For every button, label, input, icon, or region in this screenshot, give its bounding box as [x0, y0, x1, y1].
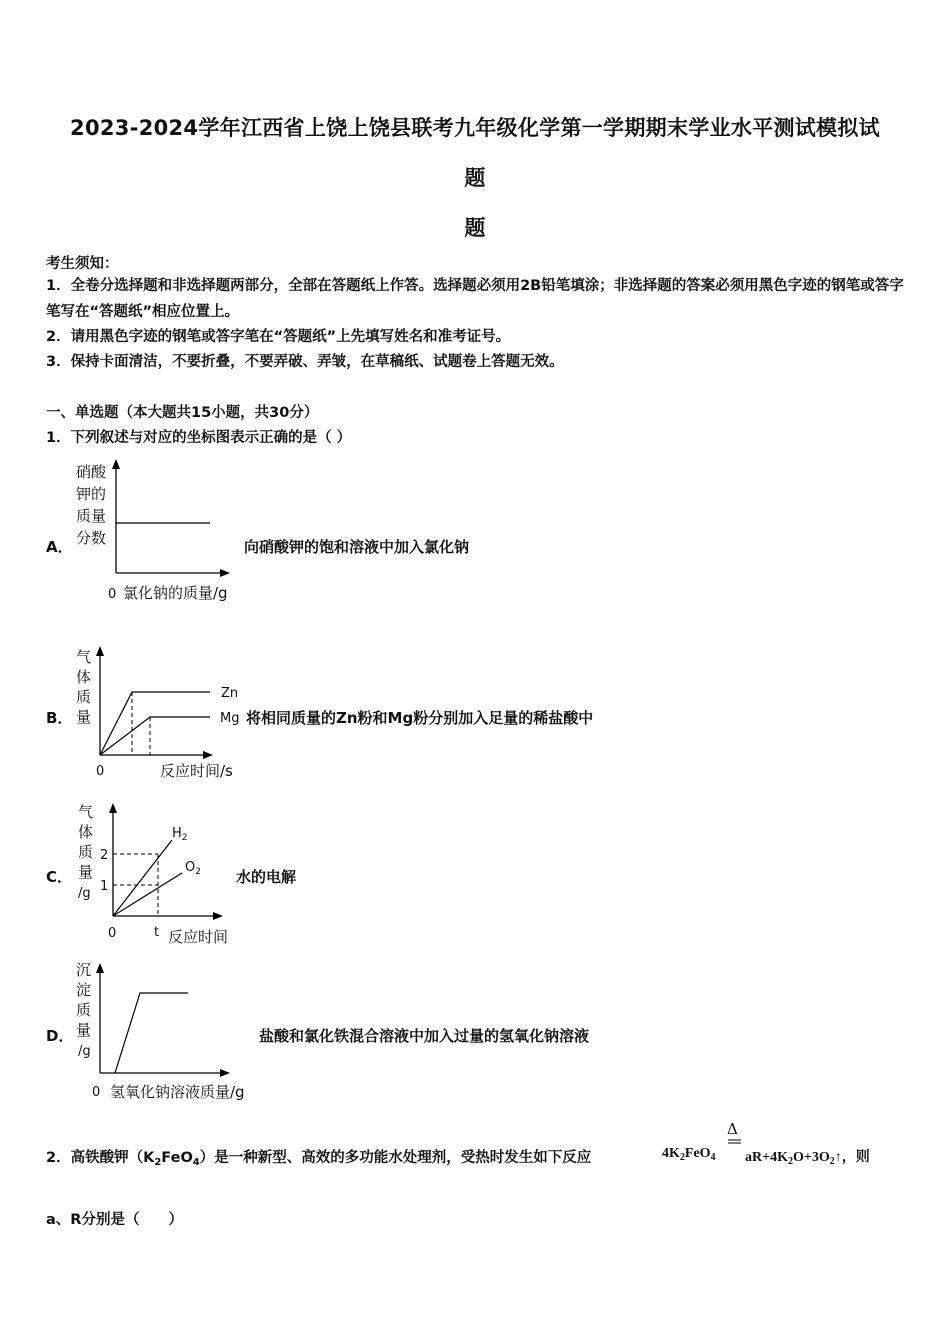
notice-heading: 考生须知：	[46, 256, 119, 272]
series-h2-label	[172, 826, 188, 843]
notice-item-2: 2．请用黑色字迹的钢笔或答字笔在“答题纸”上先填写姓名和准考证号。	[46, 329, 511, 345]
series-h2-symbol: H	[172, 826, 182, 841]
x-axis-label: 氢氧化钠溶液质量/g	[110, 1083, 245, 1101]
y-label-unit: /g	[78, 1044, 91, 1059]
series-zn-label: Zn	[221, 686, 239, 701]
y-label-line-2: 淀	[76, 981, 92, 999]
reaction-right-side	[745, 1146, 870, 1167]
eq-left-part-b: FeO	[684, 1146, 711, 1161]
reaction-left-side	[662, 1146, 716, 1163]
option-d-description: 盐酸和氯化铁混合溶液中加入过量的氢氧化钠溶液	[259, 1027, 590, 1045]
eq-left-subscript-2: 2	[679, 1152, 685, 1163]
eq-right-part-b: O+3O	[792, 1150, 830, 1165]
series-zn-line	[100, 692, 210, 755]
series-o2-symbol: O	[185, 860, 196, 875]
q2-stem-part-a: 2．高铁酸钾（K	[46, 1150, 155, 1166]
y-axis-arrow	[96, 963, 104, 973]
series-o2-subscript: 2	[195, 867, 201, 877]
section-heading: 一、单选题（本大题共15小题，共30分）	[46, 405, 319, 421]
q2-stem-part-b: FeO	[161, 1150, 193, 1166]
series-h2-subscript: 2	[181, 833, 188, 843]
eq-left-part-a: 4K	[662, 1146, 680, 1161]
option-c-description: 水的电解	[236, 868, 297, 886]
x-tick-t: t	[154, 925, 160, 940]
option-a-letter: A．	[46, 538, 73, 556]
option-a-description: 向硝酸钾的饱和溶液中加入氯化钠	[244, 538, 470, 556]
q2-subscript-4: 4	[192, 1157, 200, 1168]
y-label-line-3: 质量	[76, 507, 107, 525]
series-o2-line	[113, 873, 182, 916]
question-1-stem: 1．下列叙述与对应的坐标图表示正确的是（ ）	[46, 430, 352, 446]
option-d-graph	[70, 955, 270, 1105]
y-axis-arrow	[109, 803, 117, 813]
option-b-description: 将相同质量的Zn粉和Mg粉分别加入足量的稀盐酸中	[246, 709, 594, 727]
x-axis-arrow	[220, 1069, 230, 1077]
option-b-graph	[70, 640, 250, 780]
y-label-line-3: 质	[76, 688, 92, 706]
y-label-unit: /g	[78, 886, 91, 901]
eq-right-subscript-o2: 2	[829, 1156, 835, 1167]
y-label-line-3: 质	[76, 1001, 92, 1019]
reaction-equals-sign	[727, 1138, 743, 1146]
series-line	[115, 993, 188, 1073]
y-tick-2: 2	[100, 848, 109, 863]
option-c-letter: C．	[46, 868, 73, 886]
eq-left-subscript-4: 4	[710, 1152, 716, 1163]
q2-subscript-2: 2	[154, 1157, 162, 1168]
page-title: 2023-2024学年江西省上饶上饶县联考九年级化学第一学期期末学业水平测试模拟试	[70, 116, 880, 140]
option-d-letter: D．	[46, 1027, 74, 1045]
y-label-line-4: 分数	[76, 529, 107, 547]
q2-stem-part-c: ）是一种新型、高效的多功能水处理剂，受热时发生如下反应	[199, 1150, 592, 1166]
y-label-line-2: 体	[78, 823, 94, 841]
option-a-graph	[70, 455, 250, 610]
x-axis-arrow	[213, 912, 223, 920]
origin-label: 0	[108, 587, 117, 602]
y-label-line-1: 气	[78, 803, 94, 821]
page-title-continued: 题	[464, 166, 486, 190]
series-mg-label: Mg	[220, 711, 240, 726]
origin-label: 0	[108, 926, 117, 941]
y-label-line-2: 体	[76, 668, 92, 686]
page-title-repeat: 题	[464, 216, 486, 240]
y-tick-1: 1	[100, 879, 109, 894]
x-axis-label: 反应时间	[168, 928, 229, 946]
origin-label: 0	[92, 1085, 101, 1100]
heat-delta-symbol: Δ	[727, 1120, 738, 1138]
option-b-letter: B．	[46, 709, 73, 727]
origin-label: 0	[96, 764, 105, 779]
x-axis-arrow	[220, 569, 230, 577]
x-axis-arrow	[203, 751, 213, 759]
y-label-line-3: 质	[78, 843, 94, 861]
y-axis-arrow	[112, 459, 120, 469]
y-label-line-1: 硝酸	[76, 463, 107, 481]
x-axis-label: 氯化钠的质量/g	[123, 584, 228, 602]
option-c-graph	[70, 795, 250, 950]
notice-item-1: 1．全卷分选择题和非选择题两部分，全部在答题纸上作答。选择题必须用2B铅笔填涂；非选择题的答案必须用黑色字迹的钢笔或答字笔写在“答题纸”相应位置上。	[46, 278, 904, 320]
y-axis-arrow	[96, 646, 104, 656]
series-h2-line	[113, 840, 172, 916]
series-o2-label	[185, 860, 201, 877]
eq-right-part-c: ↑，则	[834, 1150, 870, 1165]
y-label-line-2: 钾的	[76, 485, 107, 503]
y-label-line-4: 量	[78, 863, 94, 881]
y-label-line-4: 量	[76, 708, 92, 726]
notice-item-3: 3．保持卡面清洁，不要折叠，不要弄破、弄皱，在草稿纸、试题卷上答题无效。	[46, 354, 564, 370]
question-2-line-2: a、R分别是（ ）	[46, 1212, 183, 1228]
y-label-line-1: 沉	[76, 961, 92, 979]
question-2-stem	[46, 1146, 591, 1168]
x-axis-label: 反应时间/s	[160, 762, 233, 780]
y-label-line-1: 气	[76, 648, 92, 666]
eq-right-part-a: aR+4K	[745, 1150, 788, 1165]
y-label-line-4: 量	[76, 1021, 92, 1039]
eq-right-subscript-2: 2	[787, 1156, 793, 1167]
